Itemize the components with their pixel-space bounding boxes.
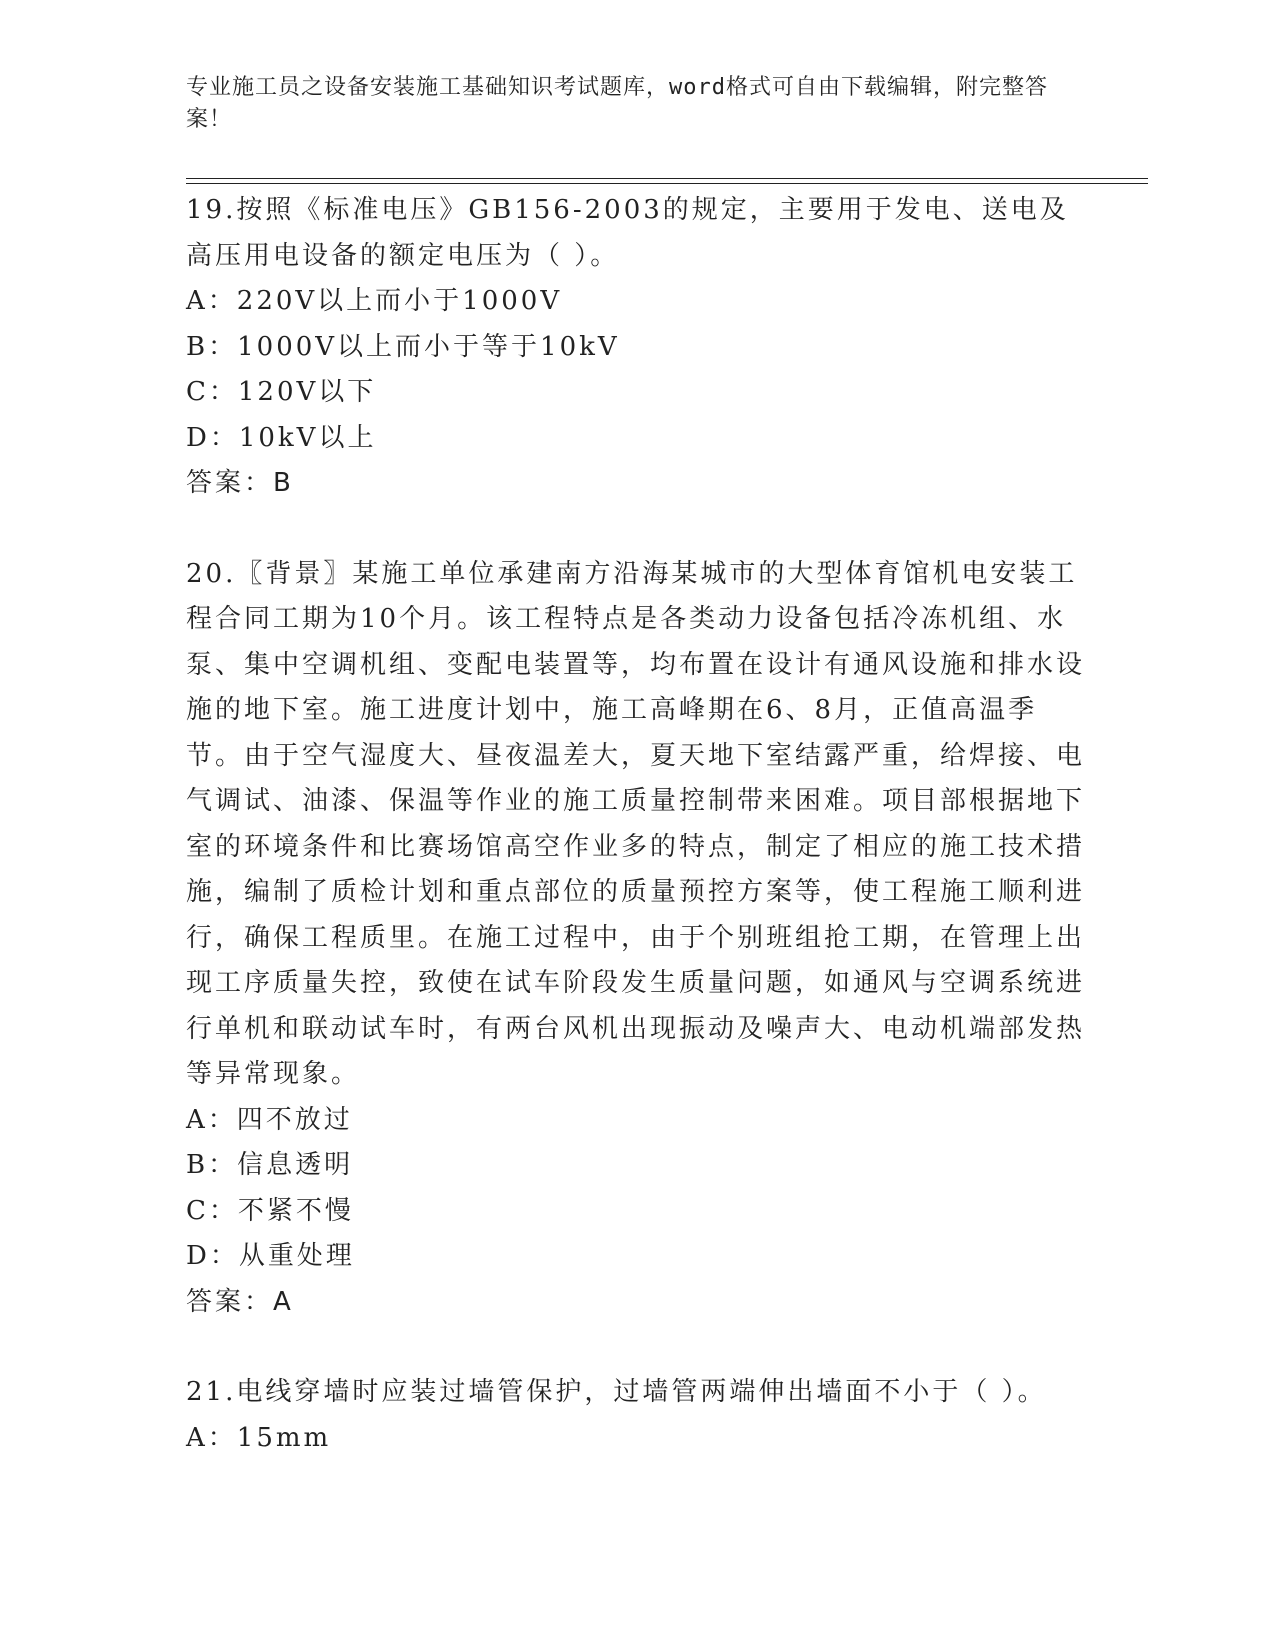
question-stem: 21.电线穿墙时应装过墙管保护，过墙管两端伸出墙面不小于（ ）。 — [186, 1377, 1047, 1407]
question-20 — [186, 552, 1091, 1326]
option-d: D：从重处理 — [186, 1241, 355, 1271]
option-d: D：10kV以上 — [186, 422, 377, 453]
question-stem: 20.〖背景〗某施工单位承建南方沿海某城市的大型体育馆机电安装工程合同工期为10个月。该工程特点是各类动力设备包括冷冻机组、水泵、集中空调机组、变配电装置等，均布置在设计有通风设施和排水设施的地下室。施工进度计划中，施工高峰期在6、8月，正值高温季节。由于空气湿度大、昼夜温差大，夏天地下室结露严重，给焊接、电气调试、油漆、保温等作业的施工质量控制带来困难。项目部根据地下室的环境条件和比赛场馆高空作业多的特点，制定了相应的施工技术措施，编制了质检计划和重点部位的质量预控方案等，使工程施工顺利进行，确保工程质里。在施工过程中，由于个别班组抢工期，在管理上出现工序质量失控，致使在试车阶段发生质量问题，如通风与空调系统进行单机和联动试车时，有两台风机出现振动及噪声大、电动机端部发热等异常现象。 — [186, 558, 1086, 1089]
question-stem: 19.按照《标准电压》GB156-2003的规定，主要用于发电、送电及高压用电设备的额定电压为（ ）。 — [186, 195, 1069, 271]
question-19 — [186, 188, 1091, 507]
question-list — [186, 188, 1091, 1461]
option-a: A：四不放过 — [186, 1104, 353, 1135]
answer: 答案：A — [186, 1286, 294, 1317]
option-c: C：120V以下 — [186, 377, 377, 407]
question-spacer — [186, 1325, 1091, 1370]
option-c: C：不紧不慢 — [186, 1195, 354, 1226]
header-rule-bottom — [186, 183, 1148, 184]
option-a: A：15mm — [186, 1422, 332, 1453]
option-b: B：1000V以上而小于等于10kV — [186, 331, 620, 362]
answer: 答案：B — [186, 468, 294, 498]
question-spacer — [186, 507, 1091, 552]
question-21 — [186, 1370, 1091, 1461]
option-b: B：信息透明 — [186, 1150, 354, 1180]
option-a: A：220V以上而小于1000V — [186, 286, 563, 316]
document-header: 专业施工员之设备安装施工基础知识考试题库，word格式可自由下载编辑，附完整答案！ — [186, 75, 1048, 132]
header-rule-top — [186, 178, 1148, 179]
